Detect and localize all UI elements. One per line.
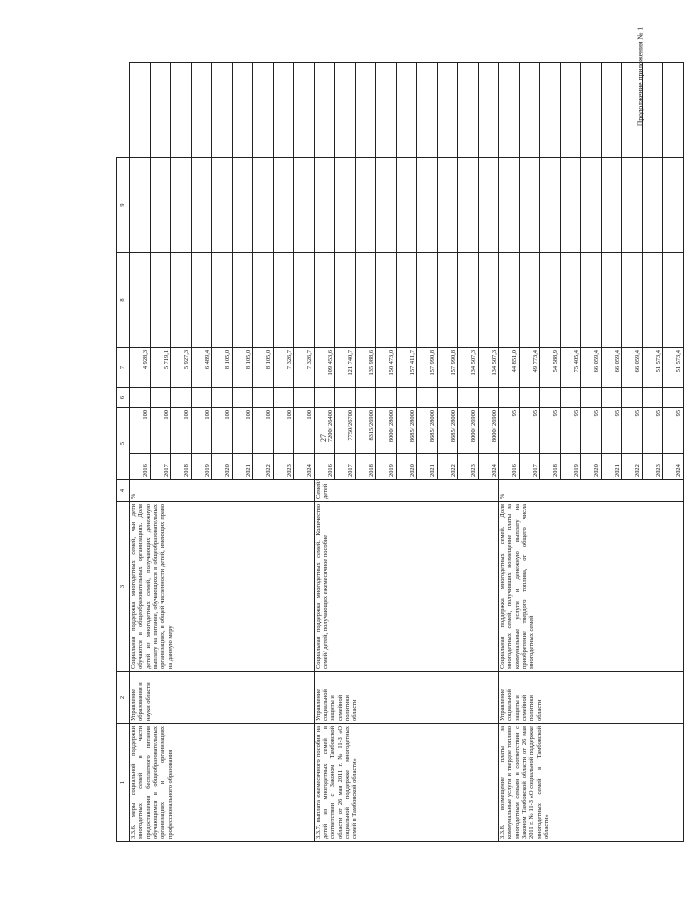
amount-cell: 150 473,0 [376,347,397,387]
year-cell: 2023 [273,454,294,480]
empty-cell [294,387,315,407]
amount-cell: 51 573,4 [642,347,663,387]
table-body [117,62,684,841]
table-row [314,62,335,841]
amount-cell: 109 453,6 [314,347,335,387]
empty-cell [273,157,294,252]
program-table [116,62,684,842]
empty-cell [294,252,315,347]
empty-cell [376,387,397,407]
target-value-cell: 7200/ 26400 [314,407,335,453]
amount-cell: 7 326,7 [294,347,315,387]
executor-cell: Управление социальной защиты и семейной политики области [499,672,684,724]
empty-cell [478,157,499,252]
target-value-cell: 8315/26900 [355,407,376,453]
unit-cell: % [499,480,684,502]
year-cell: 2017 [519,454,540,480]
header-cell: 6 [117,387,130,407]
empty-cell [171,387,192,407]
target-value-cell: 8000/ 26900 [478,407,499,453]
empty-cell [212,252,233,347]
empty-cell [355,252,376,347]
header-cell: 7 [117,347,130,387]
year-cell: 2017 [335,454,356,480]
year-cell: 2018 [171,454,192,480]
empty-cell [150,252,171,347]
target-value-cell: 8685/ 28000 [396,407,417,453]
empty-cell [396,252,417,347]
year-cell: 2021 [417,454,438,480]
empty-cell [622,387,643,407]
empty-cell [560,252,581,347]
empty-cell [273,252,294,347]
empty-cell [437,387,458,407]
measure-name-cell: 3.3.7. выплата ежемесячного пособия на детей из многодетных семей в соответствии с Законом Тамбовской области от 26 мая 2011 г. № 11-З «О социальной поддержке многодетных семей в Тамбовской области» [314,724,499,842]
year-cell: 2024 [478,454,499,480]
indicator-cell: Социальная поддержка многодетных семей, чьи дети обучаются в общеобразовательных организациях. Доля детей из многодетных семей, получающих денежную выплату на питание, обучающихся в общеобразовательных организациях, в общей численности детей, имеющих право на данную меру [130,502,315,672]
year-cell: 2023 [642,454,663,480]
empty-cell [458,157,479,252]
header-cell: 3 [117,502,130,672]
empty-cell [171,157,192,252]
empty-cell [499,252,520,347]
target-value-cell: 95 [519,407,540,453]
header-cell: 2 [117,672,130,724]
empty-cell [540,252,561,347]
empty-cell [376,157,397,252]
empty-cell [191,252,212,347]
empty-cell [519,157,540,252]
empty-cell [191,387,212,407]
amount-cell: 157 411,7 [396,347,417,387]
amount-cell: 6 489,4 [191,347,212,387]
empty-cell [191,157,212,252]
empty-cell [519,387,540,407]
empty-cell [601,252,622,347]
empty-cell [458,387,479,407]
empty-cell [417,387,438,407]
empty-cell [540,387,561,407]
empty-cell [663,387,684,407]
target-value-cell: 100 [191,407,212,453]
empty-cell [376,252,397,347]
amount-cell: 51 573,4 [663,347,684,387]
amount-cell: 7 326,7 [273,347,294,387]
empty-cell [540,62,561,157]
empty-cell [478,387,499,407]
amount-cell: 8 105,0 [253,347,274,387]
header-row [117,62,130,841]
empty-cell [396,62,417,157]
amount-cell: 75 405,4 [560,347,581,387]
empty-cell [663,62,684,157]
amount-cell: 8 105,0 [232,347,253,387]
empty-cell [417,157,438,252]
empty-cell [232,252,253,347]
table-row [130,62,151,841]
amount-cell: 157 990,8 [417,347,438,387]
empty-cell [581,252,602,347]
empty-cell [150,387,171,407]
header-cell: 8 [117,252,130,347]
empty-cell [622,252,643,347]
amount-cell: 4 928,3 [130,347,151,387]
empty-cell [622,157,643,252]
year-cell: 2024 [663,454,684,480]
year-cell: 2016 [499,454,520,480]
target-value-cell: 100 [294,407,315,453]
target-value-cell: 100 [212,407,233,453]
year-cell: 2020 [396,454,417,480]
target-value-cell: 7750/26700 [335,407,356,453]
empty-cell [478,62,499,157]
empty-cell [314,387,335,407]
empty-cell [540,157,561,252]
target-value-cell: 8685/ 28000 [437,407,458,453]
year-cell: 2016 [314,454,335,480]
target-value-cell: 8000/ 28000 [376,407,397,453]
empty-cell [601,157,622,252]
empty-cell [622,62,643,157]
amount-cell: 135 988,6 [355,347,376,387]
table-row [499,62,520,841]
empty-cell [150,62,171,157]
empty-cell [335,157,356,252]
empty-cell [253,157,274,252]
empty-cell [314,62,335,157]
empty-cell [130,157,151,252]
indicator-cell: Социальная поддержка многодетных семей. Количество семей/ детей, получающих ежемесячное пособие [314,502,499,672]
target-value-cell: 8685/ 28000 [417,407,438,453]
empty-cell [191,62,212,157]
empty-cell [560,62,581,157]
empty-cell [642,252,663,347]
empty-cell [642,387,663,407]
empty-cell [560,157,581,252]
empty-cell [212,62,233,157]
measure-name-cell: 3.3.8. возмещение платы за коммунальные услуги и твердое топливо многодетным семьям в соответствии с Законом Тамбовской области от 26 мая 2011 г. № 11-З «О социальной поддержке многодетных семей в Тамбовской области» [499,724,684,842]
year-cell: 2021 [601,454,622,480]
empty-cell [171,62,192,157]
year-cell: 2023 [458,454,479,480]
year-cell: 2018 [540,454,561,480]
indicator-cell: Социальная поддержка многодетных семей. Доля многодетных семей, получивших возмещение платы за коммунальные услуги и денежную выплату на приобретение твердого топлива, от общего числа многодетных семей [499,502,684,672]
amount-cell: 134 507,3 [458,347,479,387]
empty-cell [396,157,417,252]
empty-cell [499,62,520,157]
target-value-cell: 95 [560,407,581,453]
empty-cell [355,387,376,407]
target-value-cell: 95 [601,407,622,453]
empty-cell [212,157,233,252]
empty-cell [335,252,356,347]
empty-cell [232,387,253,407]
amount-cell: 49 773,4 [519,347,540,387]
header-cell: 1 [117,724,130,842]
empty-cell [581,62,602,157]
empty-cell [130,387,151,407]
empty-cell [273,387,294,407]
empty-cell [417,62,438,157]
empty-cell [581,387,602,407]
amount-cell: 44 851,0 [499,347,520,387]
year-cell: 2019 [191,454,212,480]
year-cell: 2019 [560,454,581,480]
empty-cell [642,62,663,157]
amount-cell: 134 507,3 [478,347,499,387]
empty-cell [253,252,274,347]
year-cell: 2017 [150,454,171,480]
target-value-cell: 95 [622,407,643,453]
empty-cell [663,252,684,347]
year-cell: 2022 [622,454,643,480]
year-cell: 2021 [232,454,253,480]
amount-cell: 8 105,0 [212,347,233,387]
empty-cell [417,252,438,347]
empty-cell [273,62,294,157]
empty-cell [335,387,356,407]
unit-cell: % [130,480,315,502]
amount-cell: 121 740,7 [335,347,356,387]
year-cell: 2022 [253,454,274,480]
empty-cell [232,157,253,252]
empty-cell [130,252,151,347]
target-value-cell: 100 [273,407,294,453]
empty-cell [478,252,499,347]
target-value-cell: 95 [540,407,561,453]
header-cell: 9 [117,157,130,252]
empty-cell [150,157,171,252]
empty-cell [130,62,151,157]
empty-cell [171,252,192,347]
empty-cell [314,157,335,252]
year-cell: 2018 [355,454,376,480]
header-cell: 4 [117,480,130,502]
year-cell: 2020 [212,454,233,480]
executor-cell: Управление образования и науки области [130,672,315,724]
empty-cell [355,157,376,252]
amount-cell: 5 927,3 [171,347,192,387]
empty-cell [601,387,622,407]
empty-cell [581,157,602,252]
empty-cell [519,252,540,347]
amount-cell: 5 719,1 [150,347,171,387]
amount-cell: 157 990,8 [437,347,458,387]
unit-cell: Семей/ детей [314,480,499,502]
year-cell: 2020 [581,454,602,480]
amount-cell: 66 059,4 [601,347,622,387]
empty-cell [601,62,622,157]
empty-cell [437,62,458,157]
amount-cell: 66 059,4 [622,347,643,387]
year-cell: 2019 [376,454,397,480]
empty-cell [294,157,315,252]
empty-cell [642,157,663,252]
empty-cell [314,252,335,347]
target-value-cell: 95 [663,407,684,453]
target-value-cell: 100 [253,407,274,453]
empty-cell [499,387,520,407]
empty-cell [560,387,581,407]
empty-cell [458,62,479,157]
empty-cell [437,157,458,252]
empty-cell [663,157,684,252]
target-value-cell: 100 [171,407,192,453]
empty-cell [458,252,479,347]
appendix-title: Продолжение приложения № 1 [635,26,645,127]
target-value-cell: 95 [499,407,520,453]
target-value-cell: 8000/ 26900 [458,407,479,453]
empty-cell [253,62,274,157]
page-number: 27 [318,434,328,442]
empty-cell [294,62,315,157]
target-value-cell: 95 [581,407,602,453]
amount-cell: 66 059,4 [581,347,602,387]
empty-cell [376,62,397,157]
year-cell: 2024 [294,454,315,480]
empty-cell [253,387,274,407]
empty-cell [232,62,253,157]
header-cell: 5 [117,407,130,479]
empty-cell [437,252,458,347]
executor-cell: Управление социальной защиты и семейной политики области [314,672,499,724]
target-value-cell: 100 [150,407,171,453]
empty-cell [499,157,520,252]
empty-cell [335,62,356,157]
target-value-cell: 100 [130,407,151,453]
empty-cell [212,387,233,407]
empty-cell [519,62,540,157]
amount-cell: 54 588,9 [540,347,561,387]
year-cell: 2016 [130,454,151,480]
measure-name-cell: 3.3.6. меры социальной поддержки многодетных семей в части предоставления бесплатного питания обучающимся в общеобразовательных организациях и организациях профессионального образования [130,724,315,842]
empty-cell [355,62,376,157]
year-cell: 2022 [437,454,458,480]
target-value-cell: 95 [642,407,663,453]
target-value-cell: 100 [232,407,253,453]
empty-cell [396,387,417,407]
